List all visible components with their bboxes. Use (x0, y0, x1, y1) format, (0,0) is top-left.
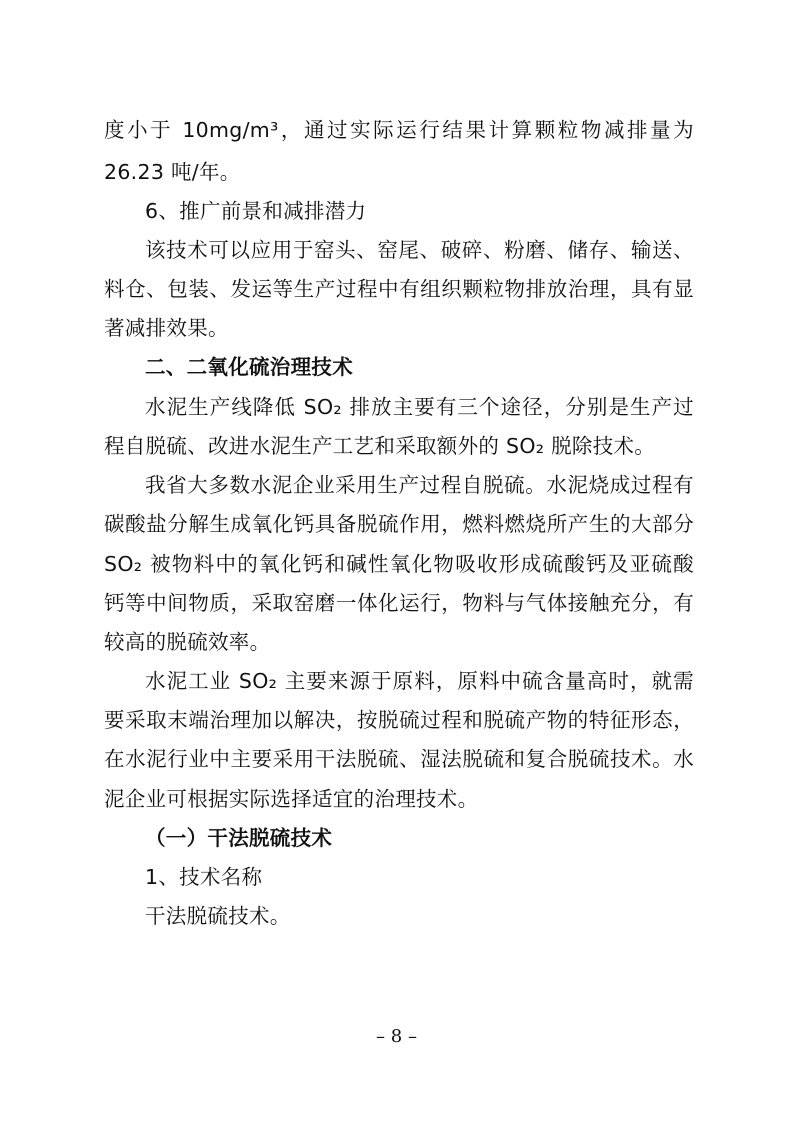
text-line-12: SO₂ 被物料中的氧化钙和碱性氧化物吸收形成硫酸钙及亚硫酸 (104, 552, 694, 576)
text-line-21: 干法脱硫技术。 (145, 904, 291, 928)
text-line-1: 度小于 10mg/m³，通过实际运行结果计算颗粒物减排量为 (104, 118, 694, 142)
text-line-10: 我省大多数水泥企业采用生产过程自脱硫。水泥烧成过程有 (145, 473, 694, 497)
text-line-8: 水泥生产线降低 SO₂ 排放主要有三个途径，分别是生产过 (145, 395, 694, 419)
text-line-5: 料仓、包装、发运等生产过程中有组织颗粒物排放治理，具有显 (104, 277, 694, 301)
item-heading-technology-name: 1、技术名称 (145, 865, 263, 889)
text-line-17: 在水泥行业中主要采用干法脱硫、湿法脱硫和复合脱硫技术。水 (104, 747, 694, 771)
text-line-16: 要采取末端治理加以解决，按脱硫过程和脱硫产物的特征形态， (104, 708, 694, 732)
text-line-2: 26.23 吨/年。 (104, 160, 241, 184)
text-line-18: 泥企业可根据实际选择适宜的治理技术。 (104, 787, 479, 811)
page-number: – 8 – (376, 1026, 417, 1047)
text-line-6: 著减排效果。 (104, 316, 229, 340)
section-heading-so2: 二、二氧化硫治理技术 (145, 355, 353, 379)
text-line-11: 碳酸盐分解生成氧化钙具备脱硫作用，燃料燃烧所产生的大部分 (104, 512, 694, 536)
text-line-15: 水泥工业 SO₂ 主要来源于原料，原料中硫含量高时，就需 (145, 669, 694, 693)
text-line-4: 该技术可以应用于窑头、窑尾、破碎、粉磨、储存、输送、 (145, 238, 694, 262)
subsection-heading-promotion: 6、推广前景和减排潜力 (145, 199, 367, 223)
text-line-14: 较高的脱硫效率。 (104, 630, 271, 654)
subsection-heading-dry-desulfurization: （一）干法脱硫技术 (145, 826, 333, 850)
text-line-9: 程自脱硫、改进水泥生产工艺和采取额外的 SO₂ 脱除技术。 (104, 434, 656, 458)
text-line-13: 钙等中间物质，采取窑磨一体化运行，物料与气体接触充分，有 (104, 591, 694, 615)
